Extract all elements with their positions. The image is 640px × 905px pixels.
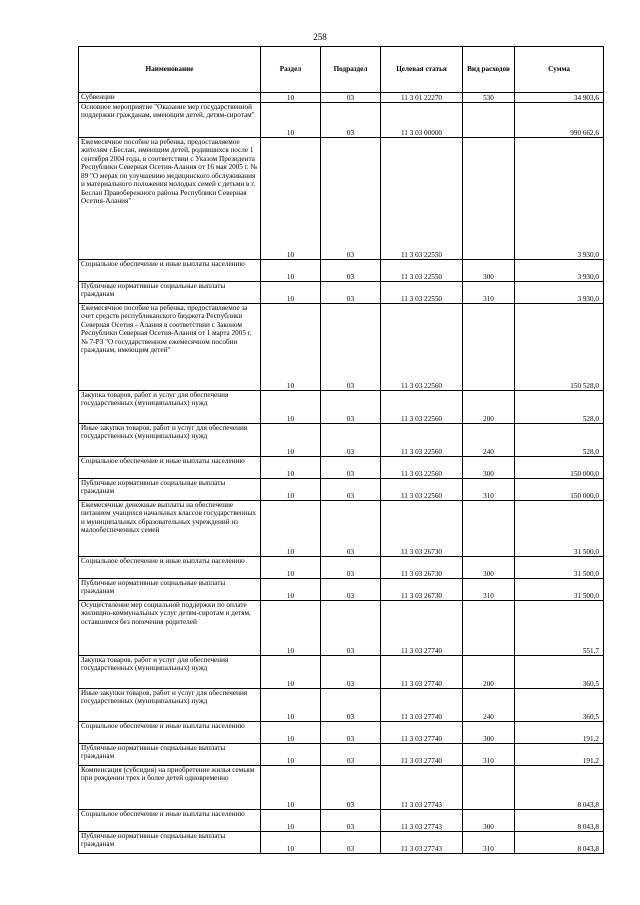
row-vid: 300 <box>463 722 515 744</box>
row-name: Социальное обеспечение и иные выплаты населению <box>79 810 261 832</box>
row-podrazdel: 03 <box>321 93 381 103</box>
row-cel: 11 3 03 22560 <box>381 424 463 457</box>
row-sum: 3 930,0 <box>515 138 604 260</box>
row-sum: 528,0 <box>515 391 604 424</box>
row-podrazdel: 03 <box>321 579 381 601</box>
row-cel: 11 3 03 00000 <box>381 103 463 138</box>
header-sum: Сумма <box>515 47 604 93</box>
row-razdel: 10 <box>261 103 321 138</box>
row-vid: 300 <box>463 260 515 282</box>
table-row <box>79 457 604 479</box>
row-vid: 200 <box>463 391 515 424</box>
row-name: Иные закупки товаров, работ и услуг для обеспечения государственных (муниципальных) нужд <box>79 689 261 722</box>
row-vid: 240 <box>463 424 515 457</box>
row-razdel: 10 <box>261 479 321 501</box>
row-cel: 11 3 03 26730 <box>381 579 463 601</box>
row-cel: 11 3 03 26730 <box>381 557 463 579</box>
row-razdel: 10 <box>261 138 321 260</box>
row-podrazdel: 03 <box>321 689 381 722</box>
row-sum: 990 662,6 <box>515 103 604 138</box>
row-cel: 11 3 03 22560 <box>381 304 463 391</box>
row-razdel: 10 <box>261 832 321 854</box>
row-cel: 11 3 03 27740 <box>381 689 463 722</box>
row-sum: 3 930,0 <box>515 282 604 304</box>
row-vid: 240 <box>463 689 515 722</box>
table-row <box>79 103 604 138</box>
table-row <box>79 766 604 810</box>
row-podrazdel: 03 <box>321 766 381 810</box>
table-row <box>79 282 604 304</box>
row-razdel: 10 <box>261 304 321 391</box>
row-podrazdel: 03 <box>321 722 381 744</box>
table-row <box>79 656 604 689</box>
row-name: Социальное обеспечение и иные выплаты населению <box>79 457 261 479</box>
row-cel: 11 3 01 22270 <box>381 93 463 103</box>
row-name: Публичные нормативные социальные выплаты гражданам <box>79 579 261 601</box>
row-razdel: 10 <box>261 391 321 424</box>
row-sum: 150 000,0 <box>515 457 604 479</box>
row-podrazdel: 03 <box>321 832 381 854</box>
row-vid: 300 <box>463 810 515 832</box>
row-razdel: 10 <box>261 501 321 557</box>
row-cel: 11 3 03 27740 <box>381 656 463 689</box>
row-sum: 191,2 <box>515 722 604 744</box>
header-podrazdel: Подраздел <box>321 47 381 93</box>
row-vid: 300 <box>463 557 515 579</box>
row-cel: 11 3 03 22550 <box>381 138 463 260</box>
row-name: Социальное обеспечение и иные выплаты населению <box>79 260 261 282</box>
header-name: Наименование <box>79 47 261 93</box>
row-podrazdel: 03 <box>321 424 381 457</box>
table-row <box>79 260 604 282</box>
row-podrazdel: 03 <box>321 391 381 424</box>
row-vid: 310 <box>463 579 515 601</box>
row-vid <box>463 766 515 810</box>
row-sum: 8 043,8 <box>515 832 604 854</box>
row-podrazdel: 03 <box>321 138 381 260</box>
row-vid: 310 <box>463 479 515 501</box>
row-podrazdel: 03 <box>321 744 381 766</box>
table-row <box>79 304 604 391</box>
table-row <box>79 744 604 766</box>
table-row <box>79 391 604 424</box>
row-podrazdel: 03 <box>321 557 381 579</box>
row-vid <box>463 103 515 138</box>
table-row <box>79 93 604 103</box>
row-cel: 11 3 03 27740 <box>381 744 463 766</box>
row-name: Публичные нормативные социальные выплаты гражданам <box>79 832 261 854</box>
row-sum: 34 903,6 <box>515 93 604 103</box>
row-podrazdel: 03 <box>321 260 381 282</box>
table-row <box>79 479 604 501</box>
table-row <box>79 557 604 579</box>
table-row <box>79 832 604 854</box>
row-razdel: 10 <box>261 93 321 103</box>
row-sum: 360,5 <box>515 689 604 722</box>
row-name: Социальное обеспечение и иные выплаты населению <box>79 722 261 744</box>
row-vid: 310 <box>463 832 515 854</box>
row-sum: 150 528,0 <box>515 304 604 391</box>
budget-table <box>78 46 604 854</box>
table-row <box>79 689 604 722</box>
row-name: Ежемесячные денежные выплаты на обеспечение питанием учащихся начальных классов государственных и муниципальных образовательных учреждений из малообеспеченных семей <box>79 501 261 557</box>
row-sum: 31 500,0 <box>515 501 604 557</box>
table-row <box>79 810 604 832</box>
row-razdel: 10 <box>261 766 321 810</box>
row-cel: 11 3 03 27743 <box>381 832 463 854</box>
row-vid <box>463 601 515 656</box>
row-razdel: 10 <box>261 744 321 766</box>
row-razdel: 10 <box>261 689 321 722</box>
table-row <box>79 138 604 260</box>
row-razdel: 10 <box>261 260 321 282</box>
row-vid: 200 <box>463 656 515 689</box>
row-cel: 11 3 03 27743 <box>381 766 463 810</box>
row-cel: 11 3 03 27740 <box>381 601 463 656</box>
row-podrazdel: 03 <box>321 810 381 832</box>
row-sum: 3 930,0 <box>515 260 604 282</box>
row-name: Закупка товаров, работ и услуг для обеспечения государственных (муниципальных) нужд <box>79 656 261 689</box>
row-name: Осуществление мер социальной поддержки по оплате жилищно-коммунальных услуг детям-сиротам и детям, оставшимся без попечения родителей <box>79 601 261 656</box>
header-vid: Вид расходов <box>463 47 515 93</box>
row-cel: 11 3 03 26730 <box>381 501 463 557</box>
row-name: Ежемесячное пособие на ребенка, предоставляемое жителям г.Беслан, имеющим детей, родившихся после 1 сентября 2004 года, в соответствии с Указом Президента Республики Северная Осетия-Алания от 16 мая 2005 г. № 89 "О мерах по улучшению медицинского обслуживания и материального положения молодых семей с детьми в г. Беслан Правобережного района Республики Северная Осетия-Алания" <box>79 138 261 260</box>
row-razdel: 10 <box>261 722 321 744</box>
row-podrazdel: 03 <box>321 457 381 479</box>
table-row <box>79 579 604 601</box>
row-podrazdel: 03 <box>321 304 381 391</box>
row-name: Публичные нормативные социальные выплаты гражданам <box>79 479 261 501</box>
row-name: Иные закупки товаров, работ и услуг для обеспечения государственных (муниципальных) нужд <box>79 424 261 457</box>
row-name: Компенсация (субсидия) на приобретение жилья семьям при рождении трех и более детей одновременно <box>79 766 261 810</box>
row-name: Публичные нормативные социальные выплаты гражданам <box>79 282 261 304</box>
row-razdel: 10 <box>261 810 321 832</box>
row-podrazdel: 03 <box>321 501 381 557</box>
header-cel: Целевая статья <box>381 47 463 93</box>
row-cel: 11 3 03 27740 <box>381 722 463 744</box>
table-header-row <box>79 47 604 93</box>
row-name: Закупка товаров, работ и услуг для обеспечения государственных (муниципальных) нужд <box>79 391 261 424</box>
row-razdel: 10 <box>261 601 321 656</box>
row-cel: 11 3 03 22550 <box>381 282 463 304</box>
row-razdel: 10 <box>261 557 321 579</box>
row-vid <box>463 501 515 557</box>
table-row <box>79 501 604 557</box>
row-name: Субвенции <box>79 93 261 103</box>
row-cel: 11 3 03 22560 <box>381 479 463 501</box>
row-cel: 11 3 03 22560 <box>381 457 463 479</box>
row-razdel: 10 <box>261 656 321 689</box>
row-sum: 528,0 <box>515 424 604 457</box>
row-cel: 11 3 03 27743 <box>381 810 463 832</box>
row-podrazdel: 03 <box>321 479 381 501</box>
row-podrazdel: 03 <box>321 103 381 138</box>
row-sum: 360,5 <box>515 656 604 689</box>
row-name: Ежемесячное пособие на ребенка, предоставляемое за счет средств республиканского бюджета Республики Северная Осетия - Алания в соответствии с Законом Республики Северная Осетия-Алания от 1 марта 2005 г. № 7-РЗ "О государственном ежемесячном пособии гражданам, имеющим детей" <box>79 304 261 391</box>
row-sum: 31 500,0 <box>515 579 604 601</box>
row-podrazdel: 03 <box>321 656 381 689</box>
row-vid <box>463 138 515 260</box>
table-row <box>79 722 604 744</box>
row-razdel: 10 <box>261 579 321 601</box>
row-sum: 551,7 <box>515 601 604 656</box>
row-vid: 530 <box>463 93 515 103</box>
row-name: Основное мероприятие "Оказание мер государственной поддержки гражданам, имеющим детей, детям-сиротам" <box>79 103 261 138</box>
row-vid: 300 <box>463 457 515 479</box>
row-sum: 8 043,8 <box>515 810 604 832</box>
row-cel: 11 3 03 22560 <box>381 391 463 424</box>
row-sum: 150 000,0 <box>515 479 604 501</box>
row-name: Социальное обеспечение и иные выплаты населению <box>79 557 261 579</box>
page-number: 258 <box>313 32 327 42</box>
row-razdel: 10 <box>261 424 321 457</box>
row-sum: 191,2 <box>515 744 604 766</box>
row-sum: 8 043,8 <box>515 766 604 810</box>
row-name: Публичные нормативные социальные выплаты гражданам <box>79 744 261 766</box>
table-row <box>79 601 604 656</box>
header-razdel: Раздел <box>261 47 321 93</box>
row-vid <box>463 304 515 391</box>
row-podrazdel: 03 <box>321 601 381 656</box>
row-razdel: 10 <box>261 457 321 479</box>
row-vid: 310 <box>463 282 515 304</box>
row-razdel: 10 <box>261 282 321 304</box>
table-row <box>79 424 604 457</box>
row-sum: 31 500,0 <box>515 557 604 579</box>
row-podrazdel: 03 <box>321 282 381 304</box>
row-cel: 11 3 03 22550 <box>381 260 463 282</box>
row-vid: 310 <box>463 744 515 766</box>
